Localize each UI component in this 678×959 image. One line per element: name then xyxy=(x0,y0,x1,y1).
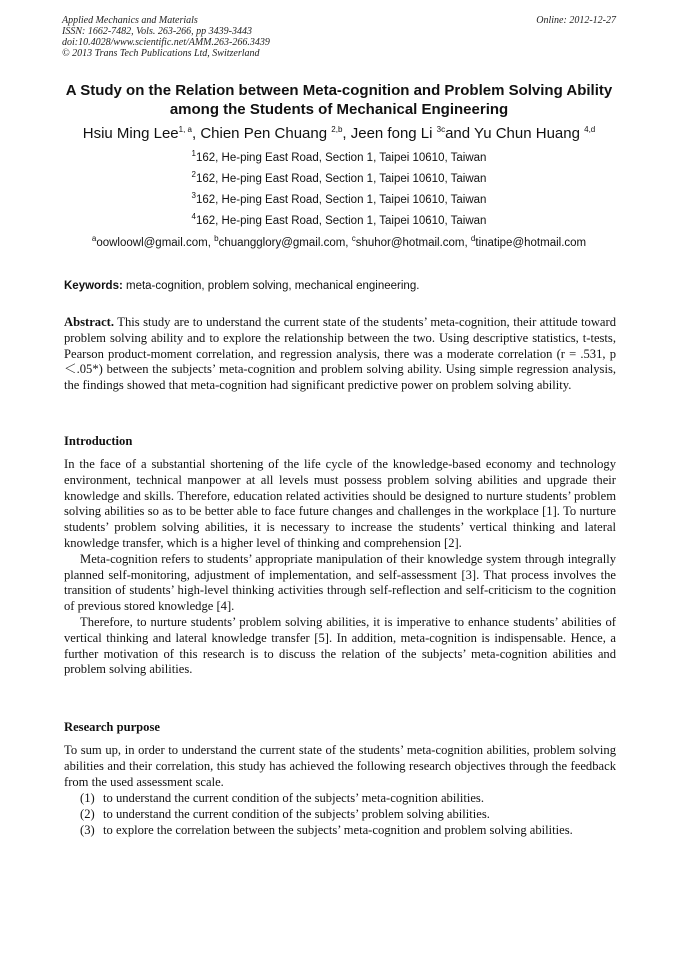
author-name: Yu Chun Huang xyxy=(474,125,580,142)
keywords-text: meta-cognition, problem solving, mechanical engineering. xyxy=(122,280,420,292)
section-heading-introduction: Introduction xyxy=(64,434,133,448)
email-address[interactable]: oowloowl@gmail.com, xyxy=(96,237,215,249)
author-marker: 3c xyxy=(436,125,446,134)
email-marker: b xyxy=(214,234,219,244)
doi-line: doi:10.4028/www.scientific.net/AMM.263-266.3439 xyxy=(62,37,270,48)
author-name: Chien Pen Chuang xyxy=(200,125,328,142)
email-address[interactable]: shuhor@hotmail.com, xyxy=(355,237,471,249)
objectives-list xyxy=(80,791,620,838)
list-number: (2) xyxy=(80,806,95,821)
email-address[interactable]: chuangglory@gmail.com, xyxy=(218,237,352,249)
email-marker: a xyxy=(91,234,97,244)
author-name: Hsiu Ming Lee xyxy=(82,125,179,142)
affiliation xyxy=(40,172,638,186)
list-text: to understand the current condition of the subjects’ problem solving abilities. xyxy=(103,806,490,821)
affiliation-text: 162, He-ping East Road, Section 1, Taipei 10610, Taiwan xyxy=(195,152,487,164)
affiliation xyxy=(40,151,638,165)
list-item xyxy=(80,791,620,807)
affiliation xyxy=(40,214,638,228)
paper-title: A Study on the Relation between Meta-cognition and Problem Solving Ability among the Students of Mechanical Engineering xyxy=(65,82,613,118)
list-text: to explore the correlation between the subjects’ meta-cognition and problem solving abilities. xyxy=(103,822,573,837)
affiliation-marker: 3 xyxy=(191,191,196,201)
affiliation-marker: 4 xyxy=(191,212,196,222)
affiliation-text: 162, He-ping East Road, Section 1, Taipei 10610, Taiwan xyxy=(195,215,487,227)
list-text: to understand the current condition of the subjects’ meta-cognition abilities. xyxy=(103,791,484,805)
affiliation-text: 162, He-ping East Road, Section 1, Taipei 10610, Taiwan xyxy=(195,194,487,206)
author-name: Jeen fong Li xyxy=(350,125,433,142)
keywords-label: Keywords: xyxy=(64,280,123,292)
email-marker: d xyxy=(470,234,476,244)
keywords xyxy=(64,279,616,293)
affiliation-text: 162, He-ping East Road, Section 1, Taipei 10610, Taiwan xyxy=(195,173,487,185)
email-line xyxy=(40,236,638,250)
author-separator: , xyxy=(342,125,351,142)
author-marker: 4,d xyxy=(584,125,596,134)
paragraph: Therefore, to nurture students’ problem solving abilities, it is imperative to enhance students’ abilities of vertical thinking and lateral knowledge transfer [5]. In addition, meta-cognition is indispensable. Hence, a further motivation of this research is to discuss the relation of the subjects’ meta-cognition abilities and problem solving abilities. xyxy=(64,614,616,677)
author-separator: and xyxy=(445,125,475,142)
email-address[interactable]: tinatipe@hotmail.com xyxy=(475,237,587,249)
list-number: (3) xyxy=(80,822,95,837)
abstract-text: This study are to understand the current state of the students’ meta-cognition, their attitude toward problem solving ability and to explore the relationship between the two. Using descriptive statistics, t-tests, Pearson product-moment correlation, and regression analysis, there was a moderate correlation (r = .531, p＜.05*) between the subjects’ meta-cognition and problem solving ability. Using simple regression analysis, the findings showed that meta-cognition had significant predictive power on problem solving ability. xyxy=(64,315,616,393)
abstract-label: Abstract. xyxy=(64,315,115,329)
list-item xyxy=(80,823,620,839)
copyright-line: © 2013 Trans Tech Publications Ltd, Switzerland xyxy=(62,48,260,59)
issn-line: ISSN: 1662-7482, Vols. 263-266, pp 3439-3443 xyxy=(62,26,252,37)
journal-name: Applied Mechanics and Materials xyxy=(62,15,198,26)
section-heading-research-purpose: Research purpose xyxy=(64,720,160,734)
list-item xyxy=(80,807,620,823)
research-purpose-intro xyxy=(64,743,616,790)
affiliation-marker: 1 xyxy=(191,149,196,159)
affiliation xyxy=(40,193,638,207)
email-marker: c xyxy=(351,234,356,244)
author-line xyxy=(40,124,638,143)
list-number: (1) xyxy=(80,791,95,805)
author-separator: , xyxy=(191,125,201,142)
paragraph: In the face of a substantial shortening of the life cycle of the knowledge-based economy and technology environment, technical manpower at all levels must possess problem solving abilities and upgrade their knowledge and skills. Therefore, education related activities should be designed to nurture students’ problem solving abilities so as to be better able to face future changes and challenges in the workplace [1]. To nurture students’ problem solving abilities, it is necessary to increase the students’ vertical thinking and lateral knowledge transfer, which is a higher level of thinking and comprehension [2]. xyxy=(64,457,616,550)
paragraph: Meta-cognition refers to students’ appropriate manipulation of their knowledge system through integrally planned self-monitoring, adjustment of implementation, and self-assessment [3]. That process involves the transition of students’ high-level thinking activities through self-reflection and self-criticism to the cognition of previous stored knowledge [4]. xyxy=(64,551,616,614)
introduction-body xyxy=(64,457,616,678)
author-marker: 2,b xyxy=(331,125,343,134)
author-marker: 1, a xyxy=(178,125,192,134)
online-date: Online: 2012-12-27 xyxy=(536,15,616,26)
affiliation-marker: 2 xyxy=(191,170,196,180)
paragraph: To sum up, in order to understand the current state of the students’ meta-cognition abilities, problem solving abilities and their correlation, this study has achieved the following research objectives through the feedback from the used assessment scale. xyxy=(64,743,616,789)
abstract xyxy=(64,315,616,394)
